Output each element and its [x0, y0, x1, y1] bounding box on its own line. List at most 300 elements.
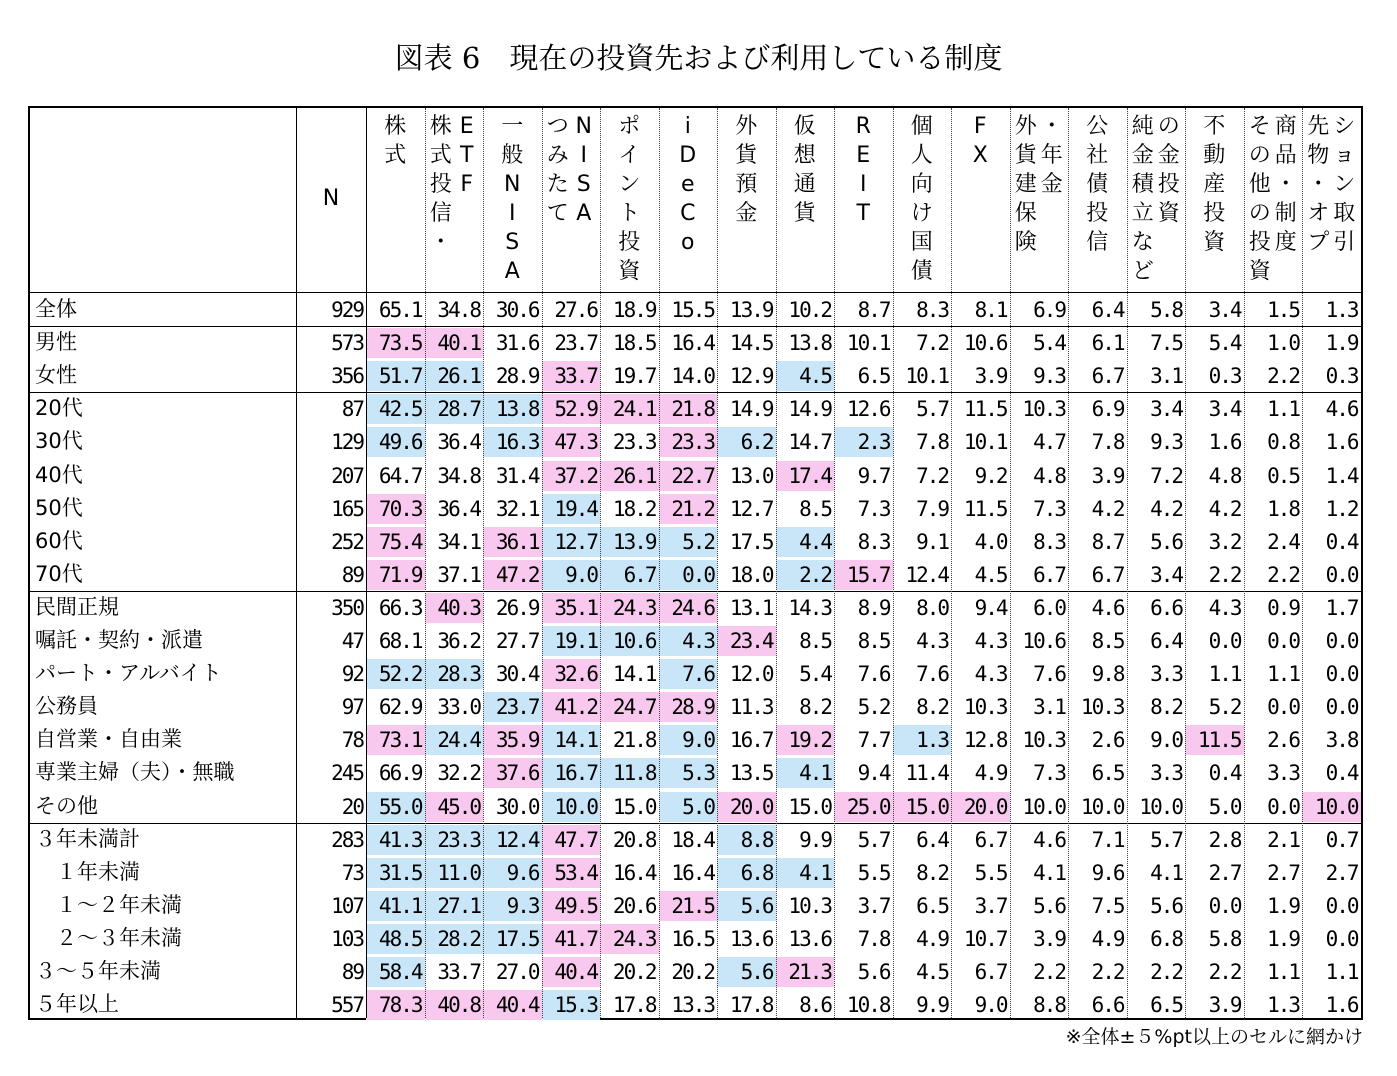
value-cell: 22.7 — [659, 461, 718, 491]
value-cell: 13.6 — [788, 926, 831, 951]
column-divider — [893, 108, 894, 1018]
value-cell: 7.2 — [916, 463, 948, 488]
value-cell: 10.6 — [600, 626, 659, 656]
value-cell: 2.7 — [1208, 860, 1241, 885]
value-cell: 9.0 — [974, 993, 1007, 1018]
value-cell: 0.0 — [1208, 629, 1241, 653]
value-cell: 1.1 — [1325, 960, 1358, 984]
value-cell: 6.5 — [916, 893, 948, 918]
value-cell: 7.9 — [916, 496, 948, 521]
value-cell: 35.1 — [542, 593, 601, 623]
value-cell: 5.4 — [1208, 331, 1241, 356]
column-header-line: 外 貨 建 保 険 — [1014, 114, 1037, 255]
row-label: パート・アルバイト — [35, 661, 222, 686]
value-cell: 3.3 — [1150, 761, 1182, 786]
value-cell: 13.5 — [729, 761, 773, 786]
value-cell: 0.5 — [1267, 463, 1299, 488]
value-cell: 62.9 — [378, 695, 422, 720]
column-header — [1244, 112, 1303, 286]
value-cell: 15.3 — [542, 990, 601, 1020]
value-cell: 16.4 — [671, 860, 714, 885]
value-cell: 6.9 — [1091, 397, 1124, 422]
value-cell: 4.9 — [916, 926, 948, 951]
value-cell: 21.2 — [659, 494, 718, 524]
value-cell: 20.0 — [951, 792, 1010, 822]
value-cell: 6.4 — [916, 827, 948, 852]
value-cell: 3.4 — [1150, 562, 1182, 587]
value-cell: 55.0 — [366, 792, 425, 822]
value-cell: 52.9 — [542, 394, 601, 424]
column-divider — [659, 108, 660, 1018]
value-cell: 36.1 — [483, 527, 542, 557]
value-cell: 5.2 — [1208, 695, 1241, 720]
value-cell: 3.8 — [1325, 728, 1358, 753]
value-cell: 5.0 — [659, 792, 718, 822]
value-cell: 6.1 — [1091, 331, 1124, 356]
value-cell: 1.6 — [1325, 430, 1358, 455]
value-cell: 2.1 — [1267, 827, 1299, 852]
column-divider — [296, 108, 297, 1018]
value-cell: 0.0 — [1325, 695, 1358, 720]
column-header-line: つ み た て — [546, 114, 569, 226]
value-cell: 2.2 — [1208, 562, 1241, 587]
value-cell: 6.7 — [974, 960, 1007, 984]
value-cell: 32.6 — [542, 659, 601, 689]
value-cell: 40.4 — [483, 990, 542, 1020]
value-cell: 9.3 — [1033, 364, 1065, 389]
value-cell: 14.9 — [729, 397, 773, 422]
value-cell: 3.9 — [1091, 463, 1124, 488]
column-divider — [483, 108, 484, 1018]
value-cell: 31.6 — [495, 331, 539, 356]
row-label: 60代 — [35, 528, 83, 553]
value-cell: 27.0 — [495, 960, 539, 984]
value-cell: 5.6 — [717, 891, 776, 921]
value-cell: 7.6 — [857, 662, 890, 687]
value-cell: 28.2 — [425, 924, 484, 954]
value-cell: 1.1 — [1267, 662, 1299, 687]
column-header-line: ポ イ ン ト 投 資 — [618, 114, 641, 284]
column-divider — [776, 108, 777, 1018]
value-cell: 5.7 — [1150, 827, 1182, 852]
value-cell: 5.2 — [857, 695, 890, 720]
value-cell: 7.8 — [857, 926, 890, 951]
column-divider — [1010, 108, 1011, 1018]
value-cell: 2.6 — [1267, 728, 1299, 753]
value-cell: 23.3 — [425, 825, 484, 855]
row-n: 207 — [331, 463, 363, 488]
value-cell: 2.2 — [1033, 960, 1065, 984]
value-cell: 8.3 — [1033, 529, 1065, 554]
value-cell: 35.9 — [483, 725, 542, 755]
value-cell: 4.5 — [916, 960, 948, 984]
value-cell: 13.8 — [788, 331, 831, 356]
column-header-line: F X — [972, 114, 988, 168]
value-cell: 33.0 — [437, 695, 480, 720]
value-cell: 7.1 — [1091, 827, 1124, 852]
value-cell: 66.3 — [378, 595, 422, 620]
column-header-line: N I S A — [575, 114, 592, 226]
value-cell: 2.6 — [1091, 728, 1124, 753]
value-cell: 0.4 — [1208, 761, 1241, 786]
row-n: 89 — [341, 960, 363, 984]
value-cell: 34.8 — [437, 463, 480, 488]
value-cell: 1.2 — [1325, 496, 1358, 521]
value-cell: 1.9 — [1267, 926, 1299, 951]
value-cell: 6.7 — [600, 560, 659, 590]
value-cell: 27.6 — [554, 298, 597, 322]
value-cell: 8.2 — [1150, 695, 1182, 720]
value-cell: 9.9 — [916, 993, 948, 1018]
value-cell: 51.7 — [366, 361, 425, 391]
value-cell: 4.0 — [974, 529, 1007, 554]
value-cell: 31.4 — [495, 463, 539, 488]
data-table — [28, 106, 1363, 1020]
value-cell: 12.0 — [729, 662, 773, 687]
value-cell: 27.7 — [495, 629, 539, 653]
row-n: 129 — [331, 430, 363, 455]
value-cell: 7.3 — [1033, 761, 1065, 786]
value-cell: 1.7 — [1325, 595, 1358, 620]
value-cell: 4.9 — [974, 761, 1007, 786]
value-cell: 9.3 — [1150, 430, 1182, 455]
column-header — [1302, 112, 1361, 257]
value-cell: 9.6 — [483, 858, 542, 888]
value-cell: 10.1 — [905, 364, 948, 389]
value-cell: 16.3 — [483, 427, 542, 457]
value-cell: 10.6 — [1022, 629, 1065, 653]
value-cell: 11.0 — [425, 858, 484, 888]
value-cell: 2.2 — [1150, 960, 1182, 984]
row-n: 103 — [331, 926, 363, 951]
row-n: 20 — [341, 794, 363, 819]
column-header-line: シ ョ ン 取 引 — [1333, 114, 1356, 255]
value-cell: 21.8 — [612, 728, 656, 753]
column-header-line: 不 動 産 投 資 — [1203, 114, 1226, 255]
value-cell: 0.0 — [659, 560, 718, 590]
value-cell: 25.0 — [834, 792, 893, 822]
row-label: 専業主婦（夫）・無職 — [35, 760, 235, 785]
value-cell: 64.7 — [378, 463, 422, 488]
value-cell: 6.8 — [717, 858, 776, 888]
value-cell: 4.5 — [776, 361, 835, 391]
value-cell: 8.3 — [916, 298, 948, 322]
value-cell: 21.3 — [776, 957, 835, 987]
row-label: 嘱託・契約・派遣 — [35, 628, 203, 652]
value-cell: 3.1 — [1150, 364, 1182, 389]
column-divider — [1127, 108, 1128, 1018]
value-cell: 10.6 — [963, 331, 1007, 356]
value-cell: 5.6 — [857, 960, 890, 984]
value-cell: 0.0 — [1208, 893, 1241, 918]
value-cell: 65.1 — [378, 298, 422, 322]
value-cell: 6.7 — [1091, 364, 1124, 389]
value-cell: 4.6 — [1325, 397, 1358, 422]
column-header-line: 一 般 N I S A — [501, 114, 524, 284]
value-cell: 71.9 — [366, 560, 425, 590]
row-label: 30代 — [35, 429, 83, 454]
value-cell: 41.7 — [542, 924, 601, 954]
value-cell: 41.3 — [366, 825, 425, 855]
value-cell: 11.5 — [963, 496, 1007, 521]
value-cell: 8.3 — [857, 529, 890, 554]
column-header-line: の 金 投 資 — [1157, 114, 1180, 226]
value-cell: 6.7 — [1091, 562, 1124, 587]
value-cell: 40.8 — [425, 990, 484, 1020]
value-cell: 4.2 — [1150, 496, 1182, 521]
value-cell: 6.4 — [1091, 298, 1124, 322]
value-cell: 10.1 — [846, 331, 890, 356]
value-cell: 26.9 — [495, 595, 539, 620]
row-n: 283 — [331, 827, 363, 852]
column-header — [1010, 112, 1069, 257]
value-cell: 3.9 — [1208, 993, 1241, 1018]
value-cell: 10.8 — [846, 993, 890, 1018]
value-cell: 0.0 — [1325, 662, 1358, 687]
value-cell: 6.9 — [1033, 298, 1065, 322]
group-divider — [30, 326, 1361, 327]
value-cell: 24.6 — [659, 593, 718, 623]
row-label: 50代 — [35, 495, 83, 520]
value-cell: 3.9 — [1033, 926, 1065, 951]
value-cell: 0.0 — [1325, 629, 1358, 653]
value-cell: 6.6 — [1091, 993, 1124, 1018]
column-divider — [1068, 108, 1069, 1018]
value-cell: 8.5 — [799, 496, 831, 521]
value-cell: 4.4 — [776, 527, 835, 557]
value-cell: 24.3 — [600, 924, 659, 954]
value-cell: 0.9 — [1267, 595, 1299, 620]
value-cell: 3.4 — [1208, 397, 1241, 422]
value-cell: 41.2 — [542, 692, 601, 722]
value-cell: 40.3 — [425, 593, 484, 623]
value-cell: 16.4 — [612, 860, 656, 885]
column-header — [542, 112, 601, 228]
value-cell: 1.4 — [1325, 463, 1358, 488]
value-cell: 19.7 — [612, 364, 656, 389]
value-cell: 14.1 — [612, 662, 656, 687]
column-divider — [951, 108, 952, 1018]
value-cell: 1.3 — [1267, 993, 1299, 1018]
value-cell: 10.0 — [1139, 794, 1182, 819]
value-cell: 27.1 — [425, 891, 484, 921]
value-cell: 4.3 — [974, 629, 1007, 653]
column-divider — [600, 108, 601, 1018]
value-cell: 10.0 — [1022, 794, 1065, 819]
value-cell: 1.3 — [1325, 298, 1358, 322]
value-cell: 9.0 — [659, 725, 718, 755]
value-cell: 15.0 — [893, 792, 952, 822]
value-cell: 0.4 — [1325, 529, 1358, 554]
value-cell: 12.4 — [905, 562, 948, 587]
row-label: 民間正規 — [35, 594, 119, 619]
value-cell: 7.8 — [916, 430, 948, 455]
value-cell: 0.0 — [1325, 926, 1358, 951]
value-cell: 3.7 — [857, 893, 890, 918]
row-label: 自営業・自由業 — [35, 727, 182, 752]
row-label: ２～３年未満 — [35, 925, 182, 950]
column-header-line: R E I T — [855, 114, 871, 226]
value-cell: 37.6 — [483, 758, 542, 788]
value-cell: 5.5 — [974, 860, 1007, 885]
column-header — [659, 112, 718, 257]
value-cell: 6.6 — [1150, 595, 1182, 620]
value-cell: 32.1 — [495, 496, 539, 521]
column-divider — [717, 108, 718, 1018]
value-cell: 1.0 — [1267, 331, 1299, 356]
value-cell: 7.2 — [1150, 463, 1182, 488]
value-cell: 9.7 — [857, 463, 890, 488]
value-cell: 28.9 — [495, 364, 539, 389]
value-cell: 1.9 — [1325, 331, 1358, 356]
value-cell: 20.6 — [612, 893, 656, 918]
value-cell: 24.1 — [600, 394, 659, 424]
value-cell: 5.6 — [1150, 529, 1182, 554]
value-cell: 8.2 — [916, 860, 948, 885]
row-n: 165 — [331, 496, 363, 521]
row-n: 78 — [341, 728, 363, 753]
value-cell: 9.0 — [542, 560, 601, 590]
footnote: ※全体±５%pt以上のセルに網かけ — [1065, 1026, 1363, 1048]
value-cell: 9.6 — [1091, 860, 1124, 885]
value-cell: 28.9 — [659, 692, 718, 722]
value-cell: 2.2 — [1091, 960, 1124, 984]
row-label: １～２年未満 — [35, 892, 182, 917]
value-cell: 19.4 — [542, 494, 601, 524]
value-cell: 9.2 — [974, 463, 1007, 488]
value-cell: 3.3 — [1267, 761, 1299, 786]
value-cell: 24.4 — [425, 725, 484, 755]
value-cell: 14.3 — [788, 595, 831, 620]
value-cell: 5.5 — [857, 860, 890, 885]
value-cell: 4.5 — [974, 562, 1007, 587]
value-cell: 73.1 — [366, 725, 425, 755]
value-cell: 14.5 — [729, 331, 773, 356]
value-cell: 20.0 — [717, 792, 776, 822]
value-cell: 10.0 — [542, 792, 601, 822]
row-label: 70代 — [35, 561, 83, 586]
value-cell: 23.7 — [554, 331, 597, 356]
group-divider — [30, 823, 1361, 824]
value-cell: 6.8 — [1150, 926, 1182, 951]
row-label: ３～５年未満 — [35, 959, 161, 983]
value-cell: 78.3 — [366, 990, 425, 1020]
value-cell: 5.8 — [1150, 298, 1182, 322]
value-cell: 33.7 — [437, 960, 480, 984]
value-cell: 40.4 — [542, 957, 601, 987]
page-title: 図表 6 現在の投資先および利用している制度 — [394, 41, 1003, 75]
value-cell: 12.8 — [963, 728, 1007, 753]
value-cell: 6.2 — [717, 427, 776, 457]
value-cell: 73.5 — [366, 328, 425, 358]
value-cell: 14.1 — [542, 725, 601, 755]
column-header-line: 公 社 債 投 信 — [1086, 114, 1109, 255]
value-cell: 8.0 — [916, 595, 948, 620]
value-cell: 17.8 — [729, 993, 773, 1018]
value-cell: 7.6 — [1033, 662, 1065, 687]
column-header — [893, 112, 952, 286]
value-cell: 11.4 — [905, 761, 948, 786]
value-cell: 4.3 — [659, 626, 718, 656]
value-cell: 9.4 — [974, 595, 1007, 620]
value-cell: 23.4 — [717, 626, 776, 656]
value-cell: 1.9 — [1267, 893, 1299, 918]
value-cell: 1.6 — [1325, 993, 1358, 1018]
value-cell: 10.3 — [1022, 728, 1065, 753]
column-divider — [542, 108, 543, 1018]
value-cell: 13.3 — [671, 993, 714, 1018]
value-cell: 3.3 — [1150, 662, 1182, 687]
value-cell: 11.3 — [729, 695, 773, 720]
value-cell: 12.6 — [846, 397, 890, 422]
value-cell: 4.1 — [1033, 860, 1065, 885]
value-cell: 30.0 — [495, 794, 539, 819]
value-cell: 36.4 — [437, 430, 480, 455]
value-cell: 12.4 — [483, 825, 542, 855]
row-n: 92 — [341, 662, 363, 687]
value-cell: 5.3 — [659, 758, 718, 788]
value-cell: 11.8 — [600, 758, 659, 788]
value-cell: 4.2 — [1208, 496, 1241, 521]
value-cell: 4.9 — [1091, 926, 1124, 951]
column-header — [483, 112, 542, 286]
value-cell: 9.4 — [857, 761, 890, 786]
value-cell: 3.2 — [1208, 529, 1241, 554]
value-cell: 19.2 — [776, 725, 835, 755]
value-cell: 2.2 — [776, 560, 835, 590]
row-n: 73 — [341, 860, 363, 885]
column-header — [834, 112, 893, 228]
value-cell: 5.6 — [1033, 893, 1065, 918]
value-cell: 15.5 — [671, 298, 714, 322]
value-cell: 20.8 — [612, 827, 656, 852]
value-cell: 5.7 — [916, 397, 948, 422]
value-cell: 5.7 — [857, 827, 890, 852]
column-header-line: 個 人 向 け 国 債 — [910, 114, 933, 284]
value-cell: 24.7 — [600, 692, 659, 722]
value-cell: 9.8 — [1091, 662, 1124, 687]
row-n: 87 — [341, 397, 363, 422]
value-cell: 11.5 — [1185, 725, 1244, 755]
column-divider — [1302, 108, 1303, 1018]
row-n: 245 — [331, 761, 363, 786]
value-cell: 5.4 — [799, 662, 831, 687]
value-cell: 7.3 — [1033, 496, 1065, 521]
value-cell: 2.2 — [1267, 364, 1299, 389]
row-n: 350 — [331, 595, 363, 620]
value-cell: 13.9 — [729, 298, 773, 322]
value-cell: 32.2 — [437, 761, 480, 786]
value-cell: 24.3 — [600, 593, 659, 623]
column-header-line: 先 物 ・ オ プ — [1307, 114, 1330, 255]
value-cell: 6.0 — [1033, 595, 1065, 620]
value-cell: 15.0 — [612, 794, 656, 819]
row-n: 252 — [331, 529, 363, 554]
value-cell: 1.1 — [1267, 397, 1299, 422]
value-cell: 9.3 — [483, 891, 542, 921]
column-header — [1185, 112, 1244, 257]
value-cell: 23.3 — [612, 430, 656, 455]
value-cell: 16.7 — [542, 758, 601, 788]
value-cell: 10.0 — [1302, 792, 1361, 822]
value-cell: 3.4 — [1208, 298, 1241, 322]
value-cell: 11.5 — [963, 397, 1007, 422]
value-cell: 47.2 — [483, 560, 542, 590]
value-cell: 26.1 — [425, 361, 484, 391]
row-n: 356 — [331, 364, 363, 389]
value-cell: 8.7 — [1091, 529, 1124, 554]
value-cell: 6.5 — [857, 364, 890, 389]
